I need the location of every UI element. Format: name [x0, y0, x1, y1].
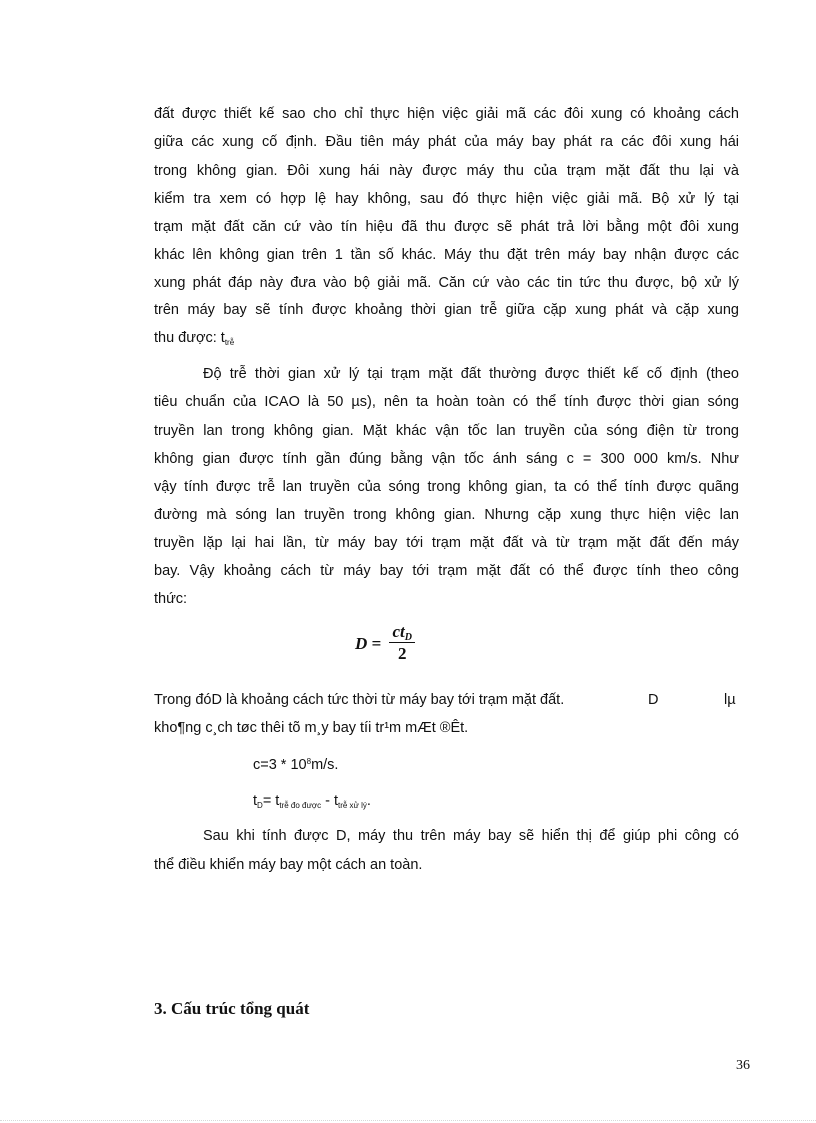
- page-number: 36: [736, 1058, 750, 1073]
- page-bottom-divider: [0, 1120, 816, 1121]
- td-prefix: t: [253, 793, 258, 809]
- paragraph-1-line: kiểm tra xem có hợp lệ hay không, sau đó thực hiện việc giải mã. Bộ xử lý tại: [154, 191, 739, 207]
- paragraph-1-line: khác lên không gian trên 1 tần số khác. Máy thu đặt trên máy bay nhận được các: [154, 247, 739, 263]
- td-processing-subscript: trễ xử lý: [338, 801, 367, 810]
- paragraph-3-line: thể điều khiển máy bay một cách an toàn.: [154, 857, 423, 873]
- explanation-line-2: kho¶ng c¸ch tøc thêi tõ m¸y bay tíi tr¹m mÆt ®Êt.: [154, 720, 469, 736]
- paragraph-2-line: tiêu chuẩn của ICAO là 50 µs), nên ta hoàn toàn có thể tính được thời gian sóng: [154, 394, 739, 410]
- paragraph-2-line: vậy tính được trễ lan truyền của sóng trong không gian, ta có thể tính được quãng: [154, 479, 739, 495]
- speed-of-light-constant: [253, 757, 553, 773]
- section-heading: 3. Cấu trúc tổng quát: [154, 999, 310, 1018]
- c-unit: m/s.: [311, 757, 339, 773]
- paragraph-2-line: truyền lan trong không gian. Mặt khác vận tốc lan truyền của sóng điện từ trong: [154, 423, 739, 439]
- paragraph-1-line: đất được thiết kế sao cho chỉ thực hiện việc giải mã các đôi xung có khoảng cách: [154, 106, 739, 122]
- td-end: .: [366, 793, 371, 809]
- paragraph-1-last-line-text: thu được: t: [154, 330, 225, 346]
- time-delay-equation: [253, 793, 553, 809]
- paragraph-2-line: bay. Vậy khoảng cách từ máy bay tới trạm mặt đất có thể được tính theo công: [154, 563, 739, 579]
- paragraph-1-line: trên máy bay sẽ tính được khoảng thời gian trễ giữa cặp xung phát và cặp xung: [154, 302, 739, 318]
- c-prefix: c=3 * 10: [253, 757, 307, 773]
- formula-numerator-subscript: D: [404, 632, 412, 643]
- td-equals: = t: [262, 793, 280, 809]
- paragraph-1-line: trong không gian. Đôi xung hái này được máy thu của trạm mặt đất thu lại và: [154, 163, 739, 179]
- explanation-text: Trong đóD là khoảng cách tức thời từ máy bay tới trạm mặt đất.: [154, 692, 565, 708]
- paragraph-2-line: đường mà sóng lan truyền trong không gian. Nhưng cặp xung thực hiện việc lan: [154, 507, 739, 523]
- distance-formula: [355, 622, 415, 665]
- paragraph-2-last-line: thức:: [154, 591, 188, 607]
- formula-lhs: D =: [355, 633, 382, 653]
- paragraph-1-line: xung phát đáp này đưa vào bộ giải mã. Căn cứ vào các tin tức thu được, bộ xử lý: [154, 275, 739, 291]
- t-delay-subscript: trễ: [224, 338, 235, 347]
- td-subscript: D: [257, 801, 263, 810]
- explanation-garbled-fragment: lµ: [724, 692, 736, 708]
- paragraph-2-line: không gian được tính gần đúng bằng vận tốc ánh sáng c = 300 000 km/s. Như: [154, 451, 739, 467]
- formula-denominator: 2: [397, 644, 407, 663]
- paragraph-1-line: trạm mặt đất căn cứ vào tín hiệu đã thu được sẽ phát trả lời bằng một đôi xung: [154, 219, 739, 235]
- paragraph-2-line: truyền lặp lại hai lần, từ máy bay tới trạm mặt đất và từ trạm mặt đất đến máy: [154, 535, 739, 551]
- explanation-variable: D: [648, 692, 659, 708]
- formula-numerator-text: ct: [392, 622, 405, 641]
- formula-numerator: [389, 622, 415, 643]
- paragraph-3-line: Sau khi tính được D, máy thu trên máy bay sẽ hiển thị để giúp phi công có: [203, 828, 739, 844]
- explanation-line-1: [154, 692, 739, 708]
- c-exponent: 8: [306, 757, 312, 766]
- paragraph-2-line: Độ trễ thời gian xử lý tại trạm mặt đất thường được thiết kế cố định (theo: [203, 366, 739, 382]
- paragraph-1-line: giữa các xung cố định. Đầu tiên máy phát của máy bay phát ra các đôi xung hái: [154, 134, 739, 150]
- formula-fraction: [389, 622, 415, 665]
- td-measured-subscript: trễ đo được: [279, 801, 322, 810]
- paragraph-1-last-line: [154, 330, 739, 346]
- td-minus: - t: [321, 793, 338, 809]
